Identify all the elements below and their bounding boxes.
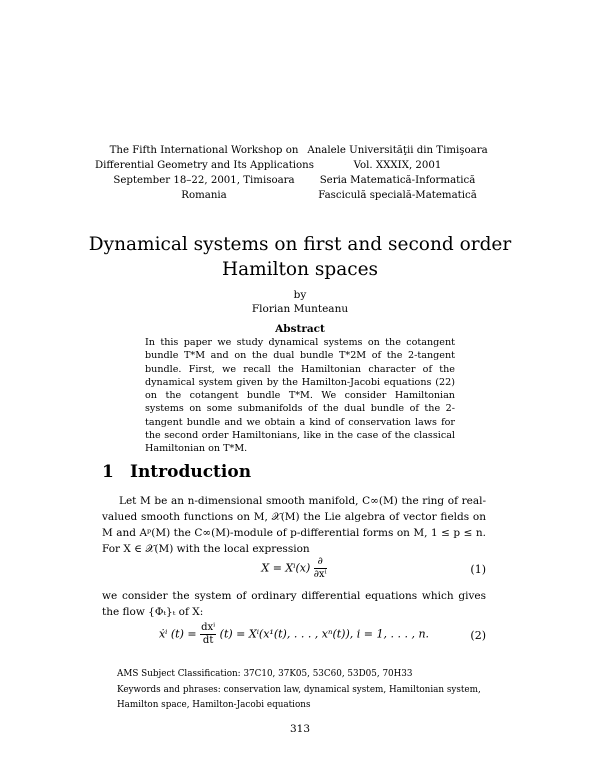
by-label: by: [293, 289, 307, 301]
header-left-line: September 18–22, 2001, Timisoara: [113, 175, 295, 186]
footnote-line: Keywords and phrases: conservation law, dynamical system, Hamiltonian system,: [117, 684, 481, 695]
equation-2-rhs: (t) = Xⁱ(x¹(t), . . . , xⁿ(t)), i = 1, . . . , n.: [219, 627, 430, 641]
header-left: [95, 143, 313, 203]
equation-2-lhs: ẋⁱ (t) =: [158, 627, 197, 641]
header-right-line: Vol. XXXIX, 2001: [353, 160, 442, 171]
equation-1-fraction: [314, 556, 327, 581]
abstract-text: In this paper we study dynamical systems on the cotangent bundle T*M and on the dual bundle T*2M of the 2-tangent bundle. First, we recall the Hamiltonian character of the dynamical system given by the Hamilton-Jacobi equations (22) on the cotangent bundle T*M. We consider Hamiltonian systems on some submanifolds of the dual bundle of the 2-tangent bundle and we obtain a kind of conservation laws for the second order Hamiltonians, like in the case of the classical Hamiltonian on T*M.: [145, 337, 455, 455]
header-left-line: Differential Geometry and Its Applications: [95, 160, 314, 171]
equation-1-number: (1): [470, 563, 486, 576]
abstract-heading: Abstract: [275, 323, 325, 335]
header-left-line: Romania: [181, 190, 227, 201]
equation-2-denominator: dt: [202, 635, 214, 646]
title-line: Dynamical systems on first and second order: [88, 234, 512, 255]
section-title: Introduction: [130, 462, 252, 482]
header-right-line: Fasciculă specială-Matematică: [318, 190, 477, 201]
equation-2: [102, 622, 486, 652]
author-name: Florian Munteanu: [251, 303, 349, 315]
equation-1-lhs: X = Xⁱ(x): [261, 561, 311, 575]
title-line: Hamilton spaces: [221, 259, 379, 280]
equation-2-fraction: [200, 622, 216, 647]
page-number: 313: [289, 723, 311, 735]
paper-title: [60, 232, 540, 282]
section-heading: [102, 462, 251, 482]
section-number: 1: [102, 462, 114, 482]
equation-1-denominator: ∂xⁱ: [313, 569, 327, 580]
header-right-line: Seria Matematică-Informatică: [319, 175, 476, 186]
footnote-line: Hamilton space, Hamilton-Jacobi equations: [117, 700, 311, 710]
equation-2-number: (2): [470, 629, 486, 642]
intro-paragraph-2: we consider the system of ordinary differential equations which gives the flow {Φₜ}ₜ of X:: [102, 590, 486, 618]
header-left-line: The Fifth International Workshop on: [109, 145, 299, 156]
header-right-line: Analele Universităţii din Timişoara: [307, 145, 488, 156]
equation-1-numerator: ∂: [314, 556, 327, 569]
header-right: [305, 143, 490, 203]
equation-1: [102, 556, 486, 586]
intro-paragraph-1: Let M be an n-dimensional smooth manifold, C∞(M) the ring of real-valued smooth functions on M, 𝒳(M) the Lie algebra of vector fields on M and Aᵖ(M) the C∞(M)-module of p-differential forms on M, 1 ≤ p ≤ n. For X ∈ 𝒳(M) with the local expression: [102, 495, 486, 555]
equation-2-numerator: dxⁱ: [201, 622, 216, 633]
footnotes: [117, 667, 497, 714]
footnote-line: AMS Subject Classification: 37C10, 37K05, 53C60, 53D05, 70H33: [117, 669, 413, 679]
byline: [60, 288, 540, 316]
